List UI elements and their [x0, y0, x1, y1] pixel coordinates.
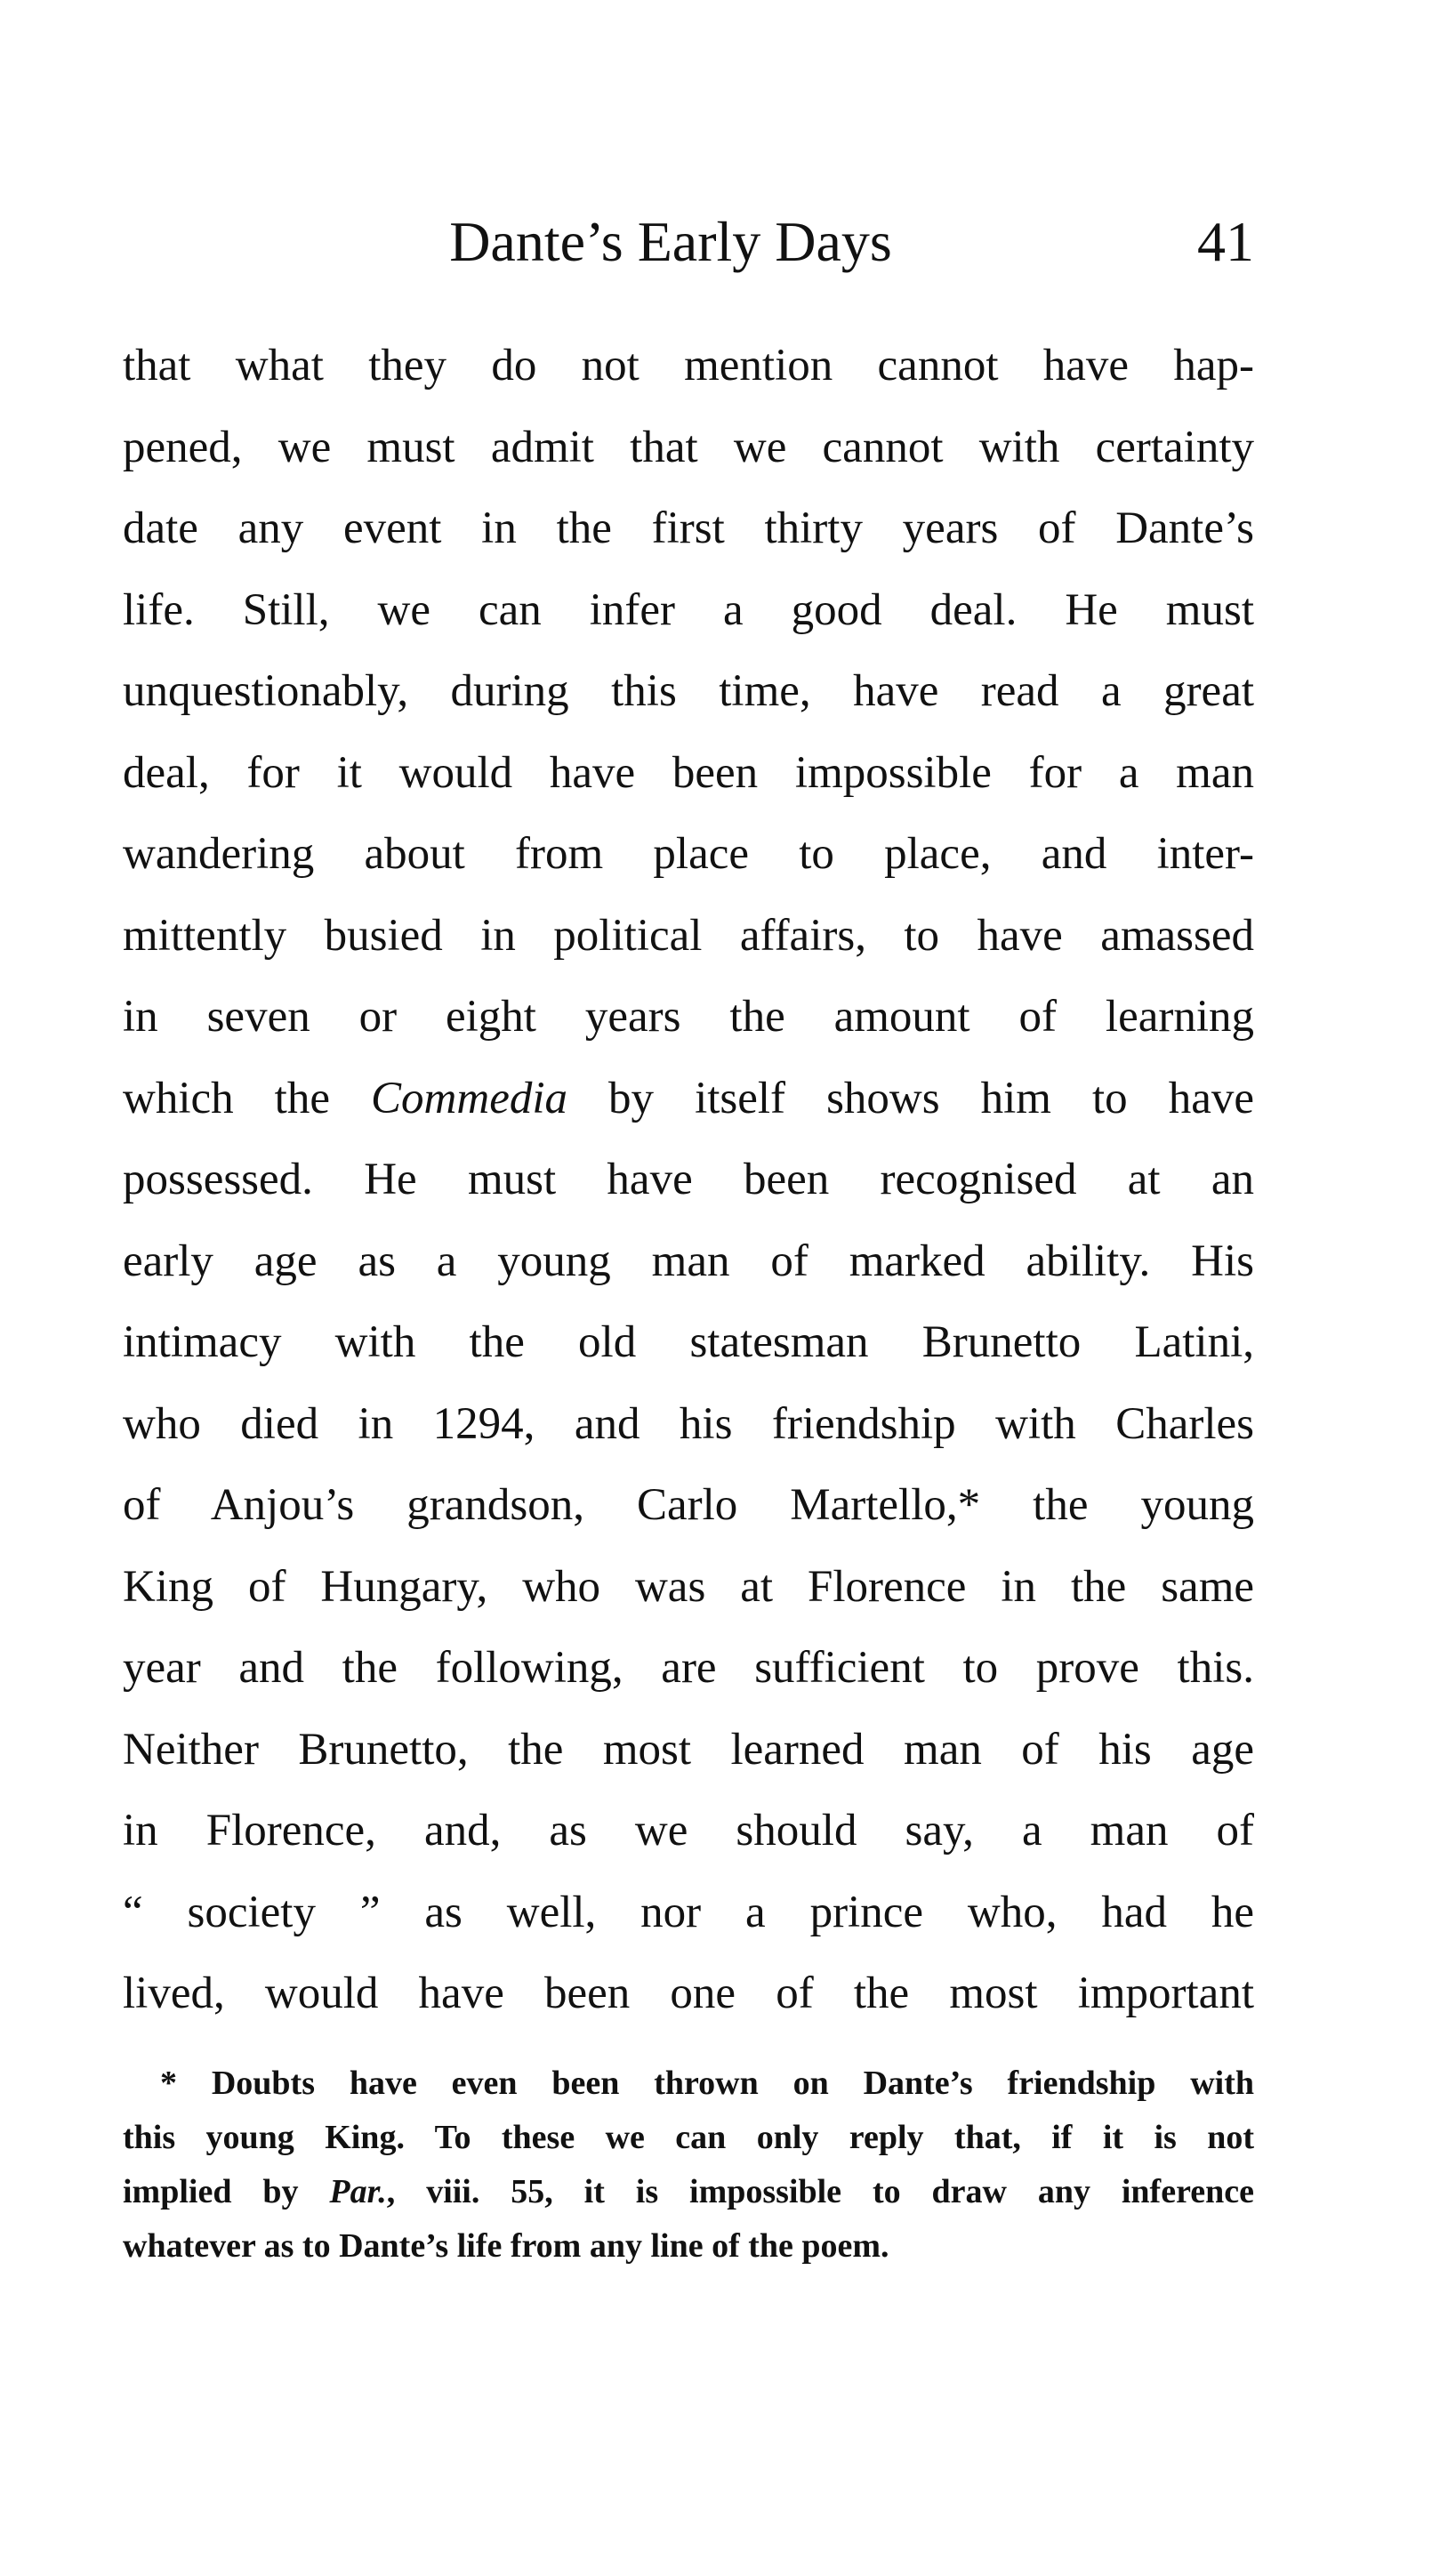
- footnote-line: implied by Par., viii. 55, it is impossible to draw any inference: [123, 2173, 1254, 2210]
- body-line: date any event in the first thirty years of Dante’s: [123, 503, 1254, 553]
- italic-title: Commedia: [371, 1073, 567, 1123]
- body-line: unquestionably, during this time, have read a great: [123, 666, 1254, 716]
- body-line: in seven or eight years the amount of learning: [123, 992, 1254, 1042]
- body-line: wandering about from place to place, and inter-: [123, 829, 1254, 879]
- body-line: pened, we must admit that we cannot with certainty: [123, 422, 1254, 472]
- body-line: deal, for it would have been impossible for a man: [123, 747, 1254, 798]
- body-line: who died in 1294, and his friendship with Charles: [123, 1398, 1254, 1449]
- body-line: mittently busied in political affairs, to have amassed: [123, 910, 1254, 961]
- page-number: 41: [1197, 210, 1254, 273]
- footnote-line: this young King. To these we can only reply that, if it is not: [123, 2119, 1254, 2156]
- body-line: “ society ” as well, nor a prince who, had he: [123, 1887, 1254, 1937]
- body-line: of Anjou’s grandson, Carlo Martello,* the young: [123, 1480, 1254, 1530]
- body-line: early age as a young man of marked ability. His: [123, 1236, 1254, 1286]
- footnote-line: * Doubts have even been thrown on Dante’s friendship with: [160, 2065, 1254, 2102]
- body-line: intimacy with the old statesman Brunetto Latini,: [123, 1317, 1254, 1367]
- italic-title: Par.: [329, 2173, 387, 2210]
- body-line: that what they do not mention cannot have hap-: [123, 341, 1254, 390]
- running-head: [123, 206, 1254, 278]
- body-line: year and the following, are sufficient to prove this.: [123, 1643, 1254, 1693]
- running-title: Dante’s Early Days: [449, 210, 892, 273]
- body-line: King of Hungary, who was at Florence in the same: [123, 1561, 1254, 1612]
- footnote: [123, 2057, 1254, 2274]
- body-line: Neither Brunetto, the most learned man of his age: [123, 1724, 1254, 1775]
- body-line: which the Commedia by itself shows him to have: [123, 1073, 1254, 1123]
- footnote-line: whatever as to Dante’s life from any line of the poem.: [123, 2227, 889, 2265]
- body-line: life. Still, we can infer a good deal. He must: [123, 584, 1254, 635]
- body-text: [123, 326, 1254, 2035]
- body-line: possessed. He must have been recognised at an: [123, 1155, 1254, 1204]
- body-line: lived, would have been one of the most important: [123, 1968, 1254, 2018]
- body-line: in Florence, and, as we should say, a man of: [123, 1806, 1254, 1856]
